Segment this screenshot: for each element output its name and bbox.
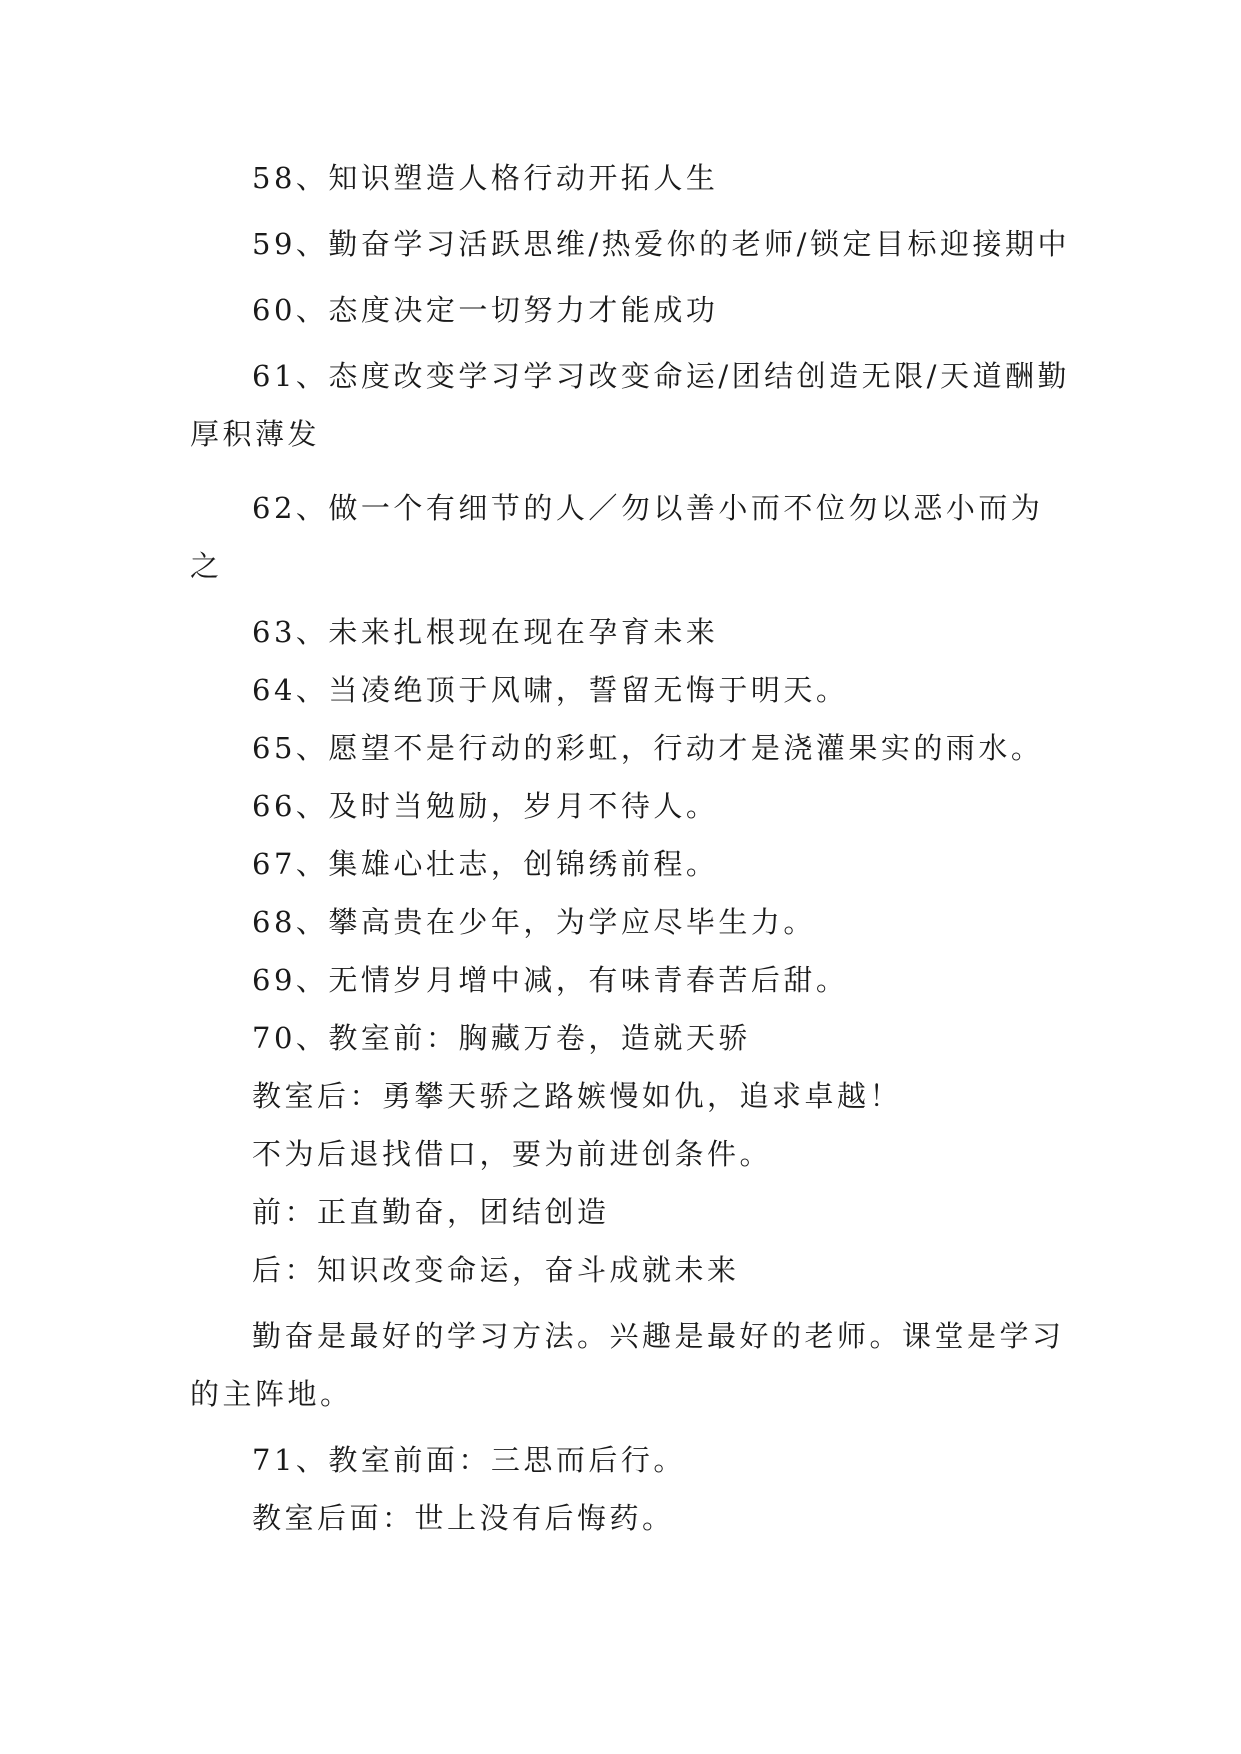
paragraph-64: 64、当凌绝顶于风啸，誓留无悔于明天。 [252, 673, 849, 707]
paragraph-69: 69、无情岁月增中减，有味青春苦后甜。 [252, 963, 849, 997]
paragraph-66: 66、及时当勉励，岁月不待人。 [252, 789, 719, 823]
document-body [190, 157, 1070, 1555]
paragraph-58: 58、知识塑造人格行动开拓人生 [252, 161, 719, 195]
paragraph-classroom-back: 教室后：勇攀天骄之路嫉慢如仇，追求卓越！ [252, 1079, 903, 1113]
paragraph-classroom-rear: 教室后面：世上没有后悔药。 [252, 1501, 675, 1535]
paragraph-60: 60、态度决定一切努力才能成功 [252, 293, 719, 327]
paragraph-71: 71、教室前面：三思而后行。 [252, 1443, 686, 1477]
paragraph-no-excuse: 不为后退找借口，要为前进创条件。 [252, 1137, 773, 1171]
paragraph-67: 67、集雄心壮志，创锦绣前程。 [252, 847, 719, 881]
paragraph-diligence: 勤奋是最好的学习方法。兴趣是最好的老师。课堂是学习的主阵地。 [190, 1319, 1065, 1411]
paragraph-back: 后：知识改变命运，奋斗成就未来 [252, 1253, 740, 1287]
paragraph-62: 62、做一个有细节的人／勿以善小而不位勿以恶小而为之 [190, 491, 1044, 583]
paragraph-68: 68、攀高贵在少年，为学应尽毕生力。 [252, 905, 816, 939]
paragraph-70: 70、教室前：胸藏万卷，造就天骄 [252, 1021, 751, 1055]
paragraph-front: 前：正直勤奋，团结创造 [252, 1195, 610, 1229]
paragraph-63: 63、未来扎根现在现在孕育未来 [252, 615, 719, 649]
paragraph-59: 59、勤奋学习活跃思维/热爱你的老师/锁定目标迎接期中 [252, 227, 1070, 261]
paragraph-65: 65、愿望不是行动的彩虹，行动才是浇灌果实的雨水。 [252, 731, 1044, 765]
paragraph-61: 61、态度改变学习学习改变命运/团结创造无限/天道酬勤厚积薄发 [190, 359, 1070, 451]
